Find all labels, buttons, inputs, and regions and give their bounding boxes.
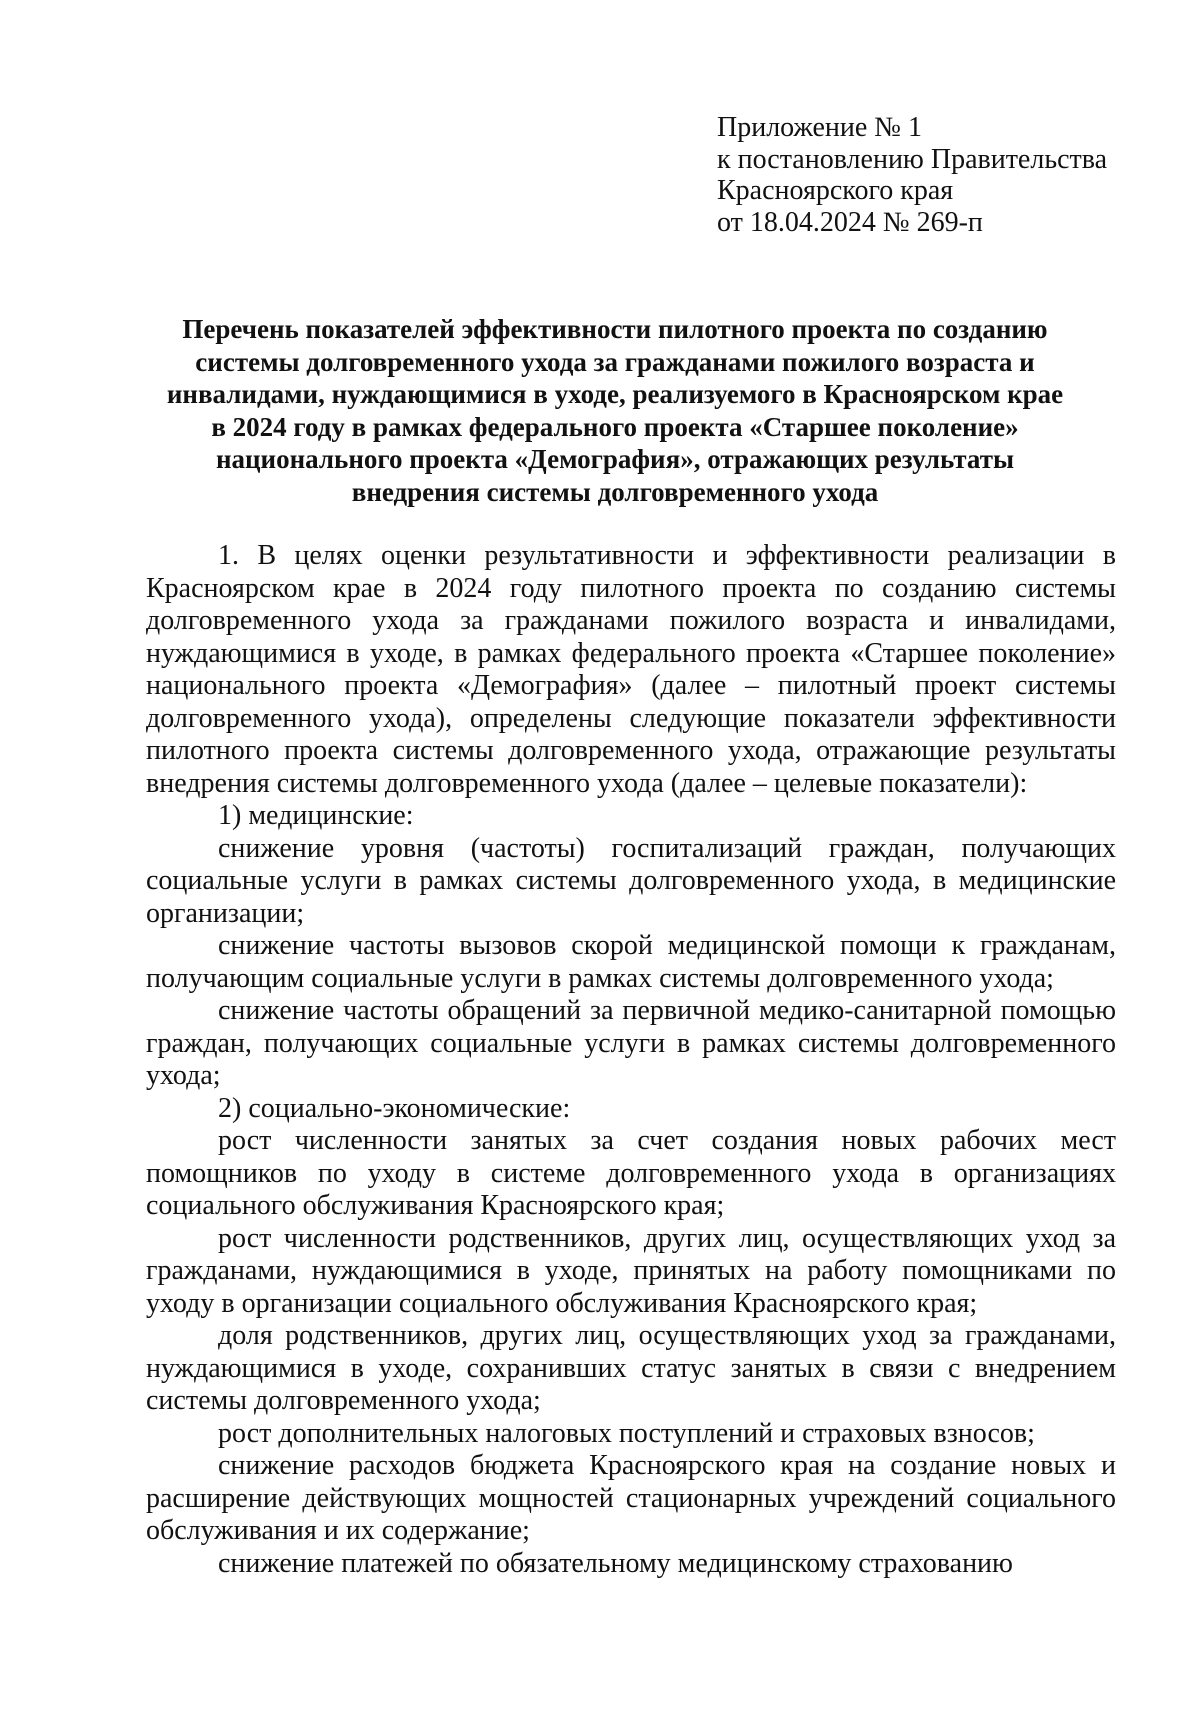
- attachment-line-2: к постановлению Правительства: [717, 143, 1108, 175]
- social-item-1: рост численности занятых за счет создания новых рабочих мест помощников по уходу в системе долговременного ухода в организациях социального обслуживания Красноярского края;: [146, 1125, 1116, 1221]
- social-item-4: рост дополнительных налоговых поступлений и страховых взносов;: [218, 1417, 1035, 1449]
- attachment-header: [717, 112, 1107, 238]
- title-line-4: в 2024 году в рамках федерального проекта «Старшее поколение»: [211, 411, 1019, 442]
- document-title: [150, 313, 1080, 508]
- title-line-1: Перечень показателей эффективности пилотного проекта по созданию: [182, 314, 1048, 344]
- title-line-5: национального проекта «Демография», отражающих результаты: [215, 444, 1015, 474]
- attachment-line-3: Красноярского края: [717, 175, 954, 206]
- social-item-2: рост численности родственников, других лиц, осуществляющих уход за гражданами, нуждающимися в уходе, принятых на работу помощниками по уходу в организации социального обслуживания Красноярского края;: [146, 1222, 1116, 1319]
- social-item-5: снижение расходов бюджета Красноярского края на создание новых и расширение действующих мощностей стационарных учреждений социального обслуживания и их содержание;: [146, 1450, 1116, 1546]
- medical-item-3: снижение частоты обращений за первичной медико-санитарной помощью граждан, получающих социальные услуги в рамках системы долговременного ухода;: [146, 995, 1116, 1091]
- attachment-line-1: Приложение № 1: [717, 112, 922, 143]
- document-body: [146, 540, 1116, 1580]
- social-item-3: доля родственников, других лиц, осуществляющих уход за гражданами, нуждающимися в уходе, сохранивших статус занятых в связи с внедрением системы долговременного ухода;: [146, 1320, 1116, 1416]
- social-heading: 2) социально-экономические:: [218, 1092, 571, 1124]
- paragraph-1: 1. В целях оценки результативности и эффективности реализации в Красноярском крае в 2024 году пилотного проекта по созданию системы долговременного ухода за гражданами пожилого возраста и инвалидами, нуждающимися в уходе, в рамках федерального проекта «Старшее поколение» национального проекта «Демография» (далее – пилотный проект системы долговременного ухода), определены следующие показатели эффективности пилотного проекта системы долговременного ухода, отражающие результаты внедрения системы долговременного ухода (далее – целевые показатели):: [146, 540, 1116, 799]
- attachment-line-4: от 18.04.2024 № 269-п: [717, 206, 983, 238]
- title-line-3: инвалидами, нуждающимися в уходе, реализуемого в Красноярском крае: [166, 379, 1064, 409]
- title-line-6: внедрения системы долговременного ухода: [351, 476, 879, 507]
- title-line-2: системы долговременного ухода за гражданами пожилого возраста и: [195, 346, 1035, 377]
- medical-heading: 1) медицинские:: [218, 800, 414, 831]
- social-item-6: снижение платежей по обязательному медицинскому страхованию: [218, 1547, 1013, 1579]
- medical-item-1: снижение уровня (частоты) госпитализаций граждан, получающих социальные услуги в рамках системы долговременного ухода, в медицинские организации;: [146, 832, 1116, 929]
- medical-item-2: снижение частоты вызовов скорой медицинской помощи к гражданам, получающим социальные услуги в рамках системы долговременного ухода;: [146, 930, 1116, 994]
